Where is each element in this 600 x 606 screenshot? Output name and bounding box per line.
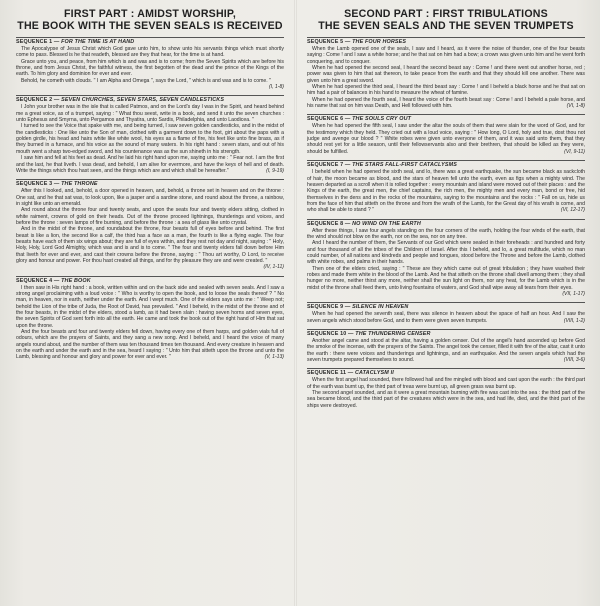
page-gutter (294, 0, 297, 606)
sequence-label: SEQUENCE 8 (307, 220, 344, 227)
second-part-title-line1: SECOND PART : FIRST TRIBULATIONS (344, 8, 548, 20)
sequence-paragraph (16, 226, 284, 271)
sequence-title: THE SOULS CRY OUT (352, 116, 412, 123)
paragraph-text: When he had opened the seventh seal, there was silence in heaven about the space of half an hour. And I saw the seven angels which stood before God, and to them were given seven trumpets. (307, 311, 585, 324)
sequence-title: NO WIND ON THE EARTH (352, 220, 421, 227)
sequence-paragraph (16, 123, 284, 155)
sequence-label: SEQUENCE 2 (16, 97, 53, 104)
sequence-dash: — (52, 277, 62, 284)
verse-reference: (VIII, 3-6) (563, 357, 585, 364)
sequence-title: CATACLYSM II (354, 370, 394, 377)
right-column (307, 0, 585, 606)
sequence-label: SEQUENCE 7 (307, 162, 344, 169)
sequence-heading (16, 276, 284, 285)
sequence-paragraph (16, 207, 284, 226)
sequence-paragraph (16, 104, 284, 123)
verse-reference: (I, 1-8) (268, 84, 284, 91)
paragraph-text: And round about the throne four and twenty seats, and upon the seats four and twenty elders sitting, clothed in white raiment, crowns of gold on their heads. Out of the throne proceed lightnings, thunderings and voices, and before the throne : seven lamps of fire burning, and before the throne : a sea of glass like unto crystal. (16, 207, 284, 226)
sequence-paragraph (307, 84, 585, 97)
sequence-dash: — (343, 162, 353, 169)
first-part-title-line2: THE BOOK WITH THE SEVEN SEALS IS RECEIVED (17, 20, 283, 32)
sequence-paragraph (307, 338, 585, 363)
paragraph-text: Behold, he cometh with clouds. " I am Alpha and Omega ", says the Lord, " which is and was and is to come. " (21, 77, 271, 84)
sequence-paragraph (16, 46, 284, 59)
sequence-heading (16, 37, 284, 46)
sequence-dash: — (52, 39, 62, 45)
sequence-title: THE THUNDERING CENSER (355, 331, 431, 338)
sequence-paragraph (307, 377, 585, 390)
left-sequences (16, 37, 284, 361)
paragraph-text: Another angel came and stood at the altar, having a golden censer. Out of the angel's hand ascended up before God the smoke of the incense, with the prayers of the Saints. The angel took the censer, filled it with fire of the altar, cast it unto the earth : there were voices and thunderings and lightnings, and an earthquake. And the seven angels which had the seven trumpets prepared themselves to sound. (307, 338, 585, 364)
sequence-heading (307, 160, 585, 169)
sequence-paragraph (307, 97, 585, 110)
sequence-section (307, 329, 585, 363)
paragraph-text: The second angel sounded, and as it were a great mountain burning with fire was cast into the sea : the third part of the sea became blood, and the third part of the creatures which were in the sea, and had life, died, and the third part of the ships were destroyed. (307, 390, 585, 409)
sequence-title: THE THRONE (61, 181, 98, 188)
paragraph-text: And in the midst of the throne, and roundabout the throne, four beasts full of eyes before and behind. The first beast is like a lion, the second like a calf, the third has a face as a man, the fourth is like a flying eagle. The four beasts have each of them six wings about; they are full of eyes within, and they rest not day and night, saying : " Holy, Holy, Holy, Lord God Almighty, which was and is and is to come. " The four and twenty elders fall down before Him that liveth for ever and ever, and cast their crowns before the throne, saying : " Thou art worthy, O Lord, to receive glory and honour and power. For thou hast created all things, and for thy pleasure they are and were created. " (16, 226, 284, 264)
sequence-title: SILENCE IN HEAVEN (352, 304, 409, 311)
sequence-paragraph (307, 169, 585, 213)
verse-reference: (VI, 12-17) (560, 207, 585, 214)
sequence-label: SEQUENCE 11 (307, 370, 347, 377)
sequence-paragraph (16, 188, 284, 207)
sequence-label: SEQUENCE 10 (307, 331, 347, 338)
sequence-paragraph (16, 59, 284, 78)
paragraph-text: Grace unto you, and peace, from him which is and was and is to come; from the Seven Spirits which are before his throne, and from Jesus Christ, the faithful witness, the first begotten of the dead and the prince of the Kings of the earth. To him glory and dominion for ever and ever. (16, 58, 284, 78)
sequence-heading (307, 114, 585, 123)
paragraph-text: When he had opened the second seal, I heard the second beast say : Come ! and there went out another horse, red ; power was given to him that sat thereon, to take peace from the earth and that they should kill one another. There was given unto him a great sword. (307, 65, 585, 84)
paragraph-text: I turned to see the Voice that spake with me, and being turned, I saw seven golden candlesticks, and in the midst of the candlesticks : One like unto the Son of man, clothed with a garment down to the foot, girt about the paps with a golden girdle, his head and hairs white like white wool, his eyes as a flame of fire, his feet like unto fine brass, as if they burned in a furnace, and his voice as the sound of many waters. In his right hand : seven stars, and out of his mouth went a sharp two-edged sword, and his countenance was as the sun shineth in his strength. (16, 123, 284, 155)
sequence-section (16, 37, 284, 90)
paragraph-text: When he had opened the fourth seal, I heard the voice of the fourth beast say : Come ! and I beheld a pale horse, and his name that sat on him was Death, and Hell followed with him. (307, 96, 585, 110)
sequence-paragraph (16, 155, 284, 174)
paragraph-text: After these things, I saw four angels standing on the four corners of the earth, holding the four winds of the earth, that the wind should not blow on the earth, nor on the sea, nor on any tree. (307, 227, 585, 240)
sequence-section (16, 276, 284, 361)
sequence-dash: — (52, 181, 62, 188)
sequence-heading (16, 179, 284, 188)
first-part-title-line1: FIRST PART : AMIDST WORSHIP, (64, 8, 236, 20)
verse-reference: (I, 9-19) (266, 167, 284, 174)
verse-reference: (V, 1-13) (264, 354, 284, 361)
sequence-paragraph (307, 65, 585, 84)
paragraph-text: When he had opened the third seal, I heard the third beast say : Come ! and I beheld a black horse and he that sat on him had a pair of balances in his hand to measure the wheat of famine. (307, 84, 585, 97)
sequence-paragraph (307, 240, 585, 265)
paragraph-text: I beheld when he had opened the sixth seal, and lo, there was a great earthquake, the sun became black as sackcloth of hair, the moon became as blood, and the stars of heaven fell unto the earth, even as figs when a mighty wind. The heaven departed as a scroll when it is rolled together : every mountain and island were moved out of their places : and the Kings of the earth, the great men, the chief captains, the rich men, the mighty men and every man, bond or free, hid themselves in the dens and in the rocks of the mountains, saying to the mountains and the rocks : " Fall on us, hide us from the face of him that sitteth on the throne and from the wrath of the Lamb, for the Great day of his wrath is come, and who shall be able to stand ? " (307, 169, 585, 214)
sequence-dash: — (346, 331, 356, 338)
paragraph-text: Then one of the elders cried, saying : " These are they which came out of great tribulation ; they have washed their robes and made them white in the blood of the Lamb. And he that sitteth on the throne shall dwell among them ; they shall hunger no more, neither thirst any more, neither shall the sun light on them, nor any heat, for the Lamb which is in the midst of the throne shall feed them, unto living fountains of waters, and God shall wipe away all tears from their eyes. (307, 265, 585, 291)
sequence-paragraph (307, 390, 585, 409)
paragraph-text: When the first angel had sounded, there followed hail and fire mingled with blood and cast upon the earth : the third part of the earth was burnt up, the third part of treas were burnt up, all green grass was burnt up. (307, 377, 585, 390)
verse-reference: (VI, 1-8) (566, 103, 585, 110)
sequence-title: THE BOOK (61, 277, 91, 284)
sequence-label: SEQUENCE 4 (16, 277, 53, 284)
sequence-label: SEQUENCE 1 (16, 39, 53, 45)
sequence-paragraph (307, 228, 585, 241)
paragraph-text: When he had opened the fifth seal, I saw under the altar the souls of them that were slain for the word of God, and for the testimony which they held. They cried out with a loud voice, saying : " How long, O Lord, holy and true, dost thou not judge and avenge our blood ? " White robes were given unto everyone of them, and it was said unto them, that they should rest yet for a little season, until their fellowservants also and their brethren, that should be killed as they were, should be fulfilled. (307, 123, 585, 155)
verse-reference: (IV, 1-11) (263, 264, 284, 271)
sequence-label: SEQUENCE 5 (307, 39, 344, 45)
sequence-paragraph (16, 329, 284, 361)
sequence-heading (16, 95, 284, 104)
sequence-label: SEQUENCE 9 (307, 304, 344, 311)
sequence-dash: — (343, 304, 353, 311)
sequence-title: THE FOUR HORSES (352, 39, 407, 45)
sequence-title: FOR THE TIME IS AT HAND (61, 39, 135, 45)
paragraph-text: After this I looked, and, behold, a door opened in heaven, and, behold, a throne set in heaven and on the throne : One sat, and he that sat was, to look upon, like a jasper and a sardine stone, and round about the throne, a rainbow, in sight like unto an emerald. (16, 188, 284, 207)
paragraph-text: I then saw in His right hand : a book, written within and on the back side and sealed with seven seals. And I saw a strong angel proclaiming with a loud voice : " Who is worthy to open the book, and to loose the seals thereof ? " No man, in heaven, nor in earth, neither under the earth. And I wept much. One of the elders says unto me : " Weep not; behold the Lion of the tribe of Juda, the Root of David, has prevailed. " And I beheld, in the midst of the throne and of the four beasts, in the midst of the elders, stood a lamb, as it had been slain : having seven horns and seven eyes, the seven Spirits of God sent forth into all the earth. He came and took the book out of the right hand of Him that sat upon the throne. (16, 284, 284, 329)
verse-reference: (VII, 1-17) (562, 291, 585, 297)
sequence-dash: — (343, 116, 353, 123)
sequence-label: SEQUENCE 6 (307, 116, 344, 123)
right-sequences (307, 37, 585, 409)
sequence-paragraph (307, 46, 585, 65)
sequence-label: SEQUENCE 3 (16, 181, 53, 188)
sequence-paragraph (307, 311, 585, 324)
sequence-dash: — (52, 97, 62, 104)
sequence-paragraph (16, 285, 284, 329)
sequence-title: SEVEN CHURCHES, SEVEN STARS, SEVEN CANDLESTICKS (61, 97, 225, 104)
sequence-heading (307, 302, 585, 311)
first-part-title (16, 8, 284, 32)
sequence-section (307, 160, 585, 213)
verse-reference: (VIII, 1-2) (563, 317, 585, 324)
paragraph-text: And I heard the number of them, the Servants of our God which were sealed in their foreheads : and hundred and forty and four thousand of all the tribes of the Children of Israel. After this I beheld, and lo, a great multitude, which no man could number, of all nations and kindreds and people and tongues, stood before the Throne and before the Lamb, clothed with white robes, and palms in their hands. (307, 240, 585, 266)
paragraph-text: The Apocalypse of Jesus Christ which God gave unto him, to show unto his servants things which must shortly come to pass. Blessed is he that readeth, blessed are they that hear, for the time is at hand. (16, 46, 284, 59)
sequence-dash: — (346, 370, 355, 377)
paragraph-text: I saw him and fell at his feet as dead. And he laid his right hand upon me, saying unto me : " Fear not. I am the first and the last, he that liveth. I was dead, and behold, I am alive for evermore, and have the keys of hell and of death. Write the things which thou hast seen, and the things which are and which shall be hereafter." (16, 155, 284, 174)
sequence-section (307, 219, 585, 298)
sequence-dash: — (343, 220, 353, 227)
paragraph-text: I John your brother was in the isle that is called Patmos, and on the Lord's day I was in the Spirit, and heard behind me a great voice, as of a trumpet, saying : " What thou seest, write in a book, and send it unto the seven churches : unto Ephesus and Smyrna, unto Pergamos and Thyatira, unto Sardis, Philadelphia, and unto Laodicea. " (16, 104, 284, 124)
paragraph-text: When the Lamb opened one of the seals, I saw and I heard, as it were the noise of thunder, one of the four beasts saying : Come ! and I saw a white horse; and he that sat on him had a bow; a crown was given unto him and he went forth conquering, and to conquer. (307, 46, 585, 65)
verse-reference: (VI, 9-11) (564, 148, 585, 155)
sequence-dash: — (343, 39, 353, 45)
sequence-section (307, 302, 585, 324)
sequence-heading (307, 329, 585, 338)
sequence-paragraph (307, 265, 585, 297)
sequence-section (307, 368, 585, 409)
second-part-title (307, 8, 585, 32)
sequence-heading (307, 37, 585, 46)
sequence-section (16, 179, 284, 270)
sequence-heading (307, 219, 585, 228)
sequence-section (16, 95, 284, 174)
sequence-title: THE STARS FALL-FIRST CATACLYSMS (352, 162, 457, 169)
sequence-section (307, 37, 585, 109)
sequence-section (307, 114, 585, 155)
sequence-paragraph (16, 77, 284, 91)
left-column (16, 0, 284, 606)
sequence-heading (307, 368, 585, 377)
sequence-paragraph (307, 123, 585, 155)
paragraph-text: And the four beasts and four and twenty elders fell down, having every one of them harps, and golden vials full of odours, which are the prayers of Saints, and they sang a new song. And I beheld, and I heard the voice of many angels round about, and the number of them was ten thousand times ten thousand. And every creature in heaven and on the earth and under the earth and in the sea, heard I saying : " Unto him that sitteth upon the throne and unto the Lamb, blessing and honour and glory and power for ever and ever. " (16, 329, 284, 361)
second-part-title-line2: THE SEVEN SEALS AND THE SEVEN TRUMPETS (318, 20, 574, 32)
